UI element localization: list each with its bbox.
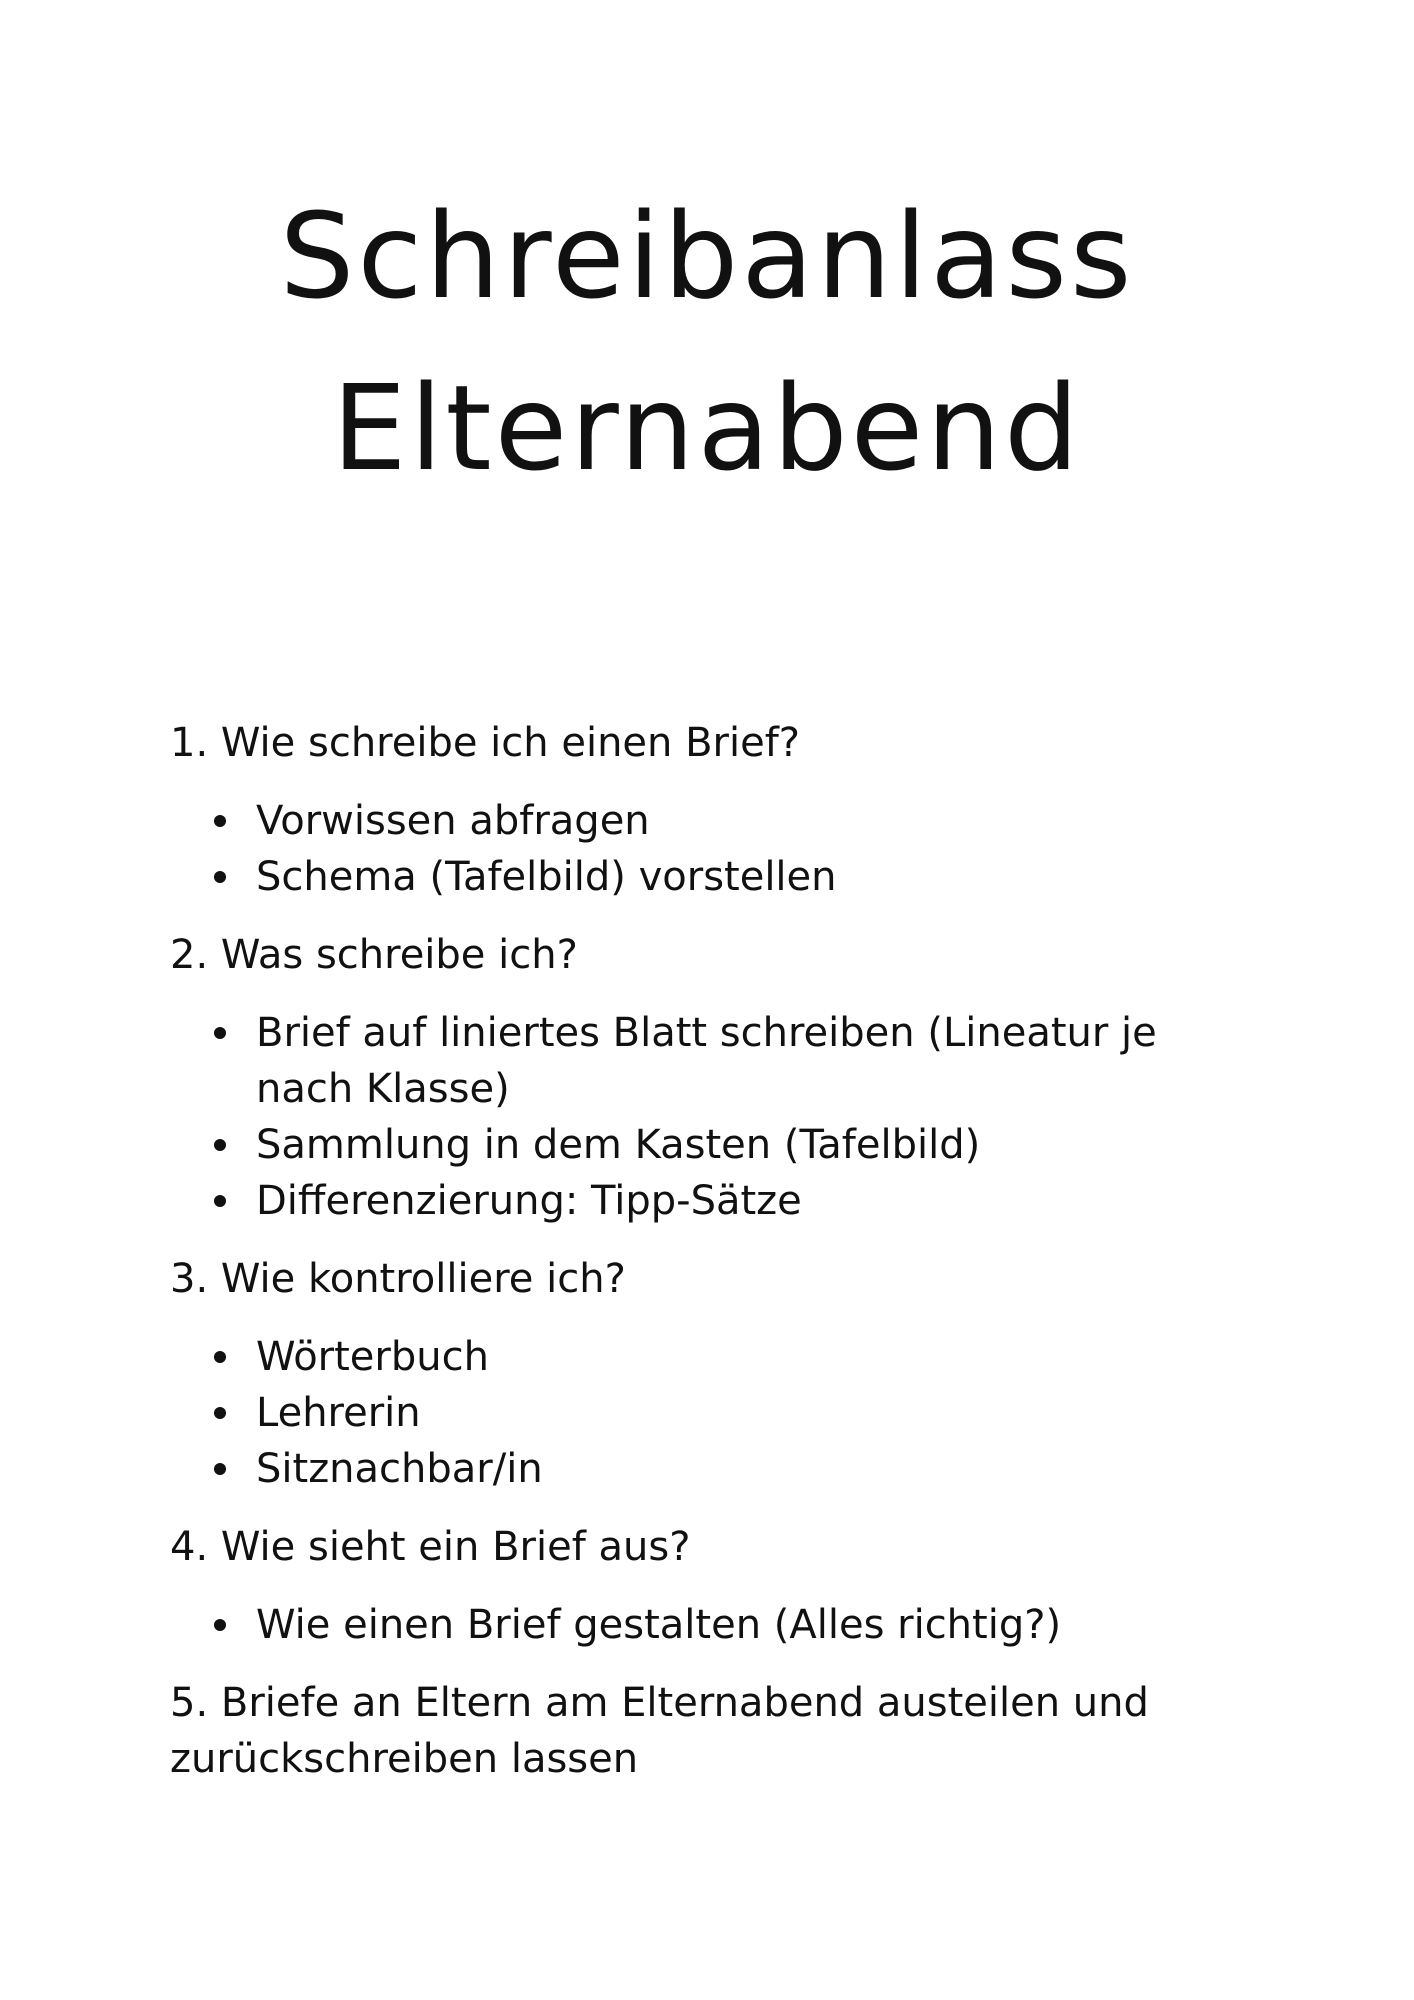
- steps-list: [170, 715, 1250, 1787]
- list-item-text: Wie einen Brief gestalten (Alles richtig?): [256, 1602, 1062, 1648]
- step-heading: 1. Wie schreibe ich einen Brief?: [170, 720, 801, 766]
- list-item: [170, 849, 1250, 905]
- step-heading: 4. Wie sieht ein Brief aus?: [170, 1524, 691, 1570]
- list-item-text: Differenzierung: Tipp-Sätze: [256, 1178, 802, 1224]
- page-title: [0, 170, 1414, 514]
- bullet-dot-icon: [214, 1407, 226, 1419]
- list-item: [170, 1173, 1250, 1229]
- bullet-dot-icon: [214, 1619, 226, 1631]
- step-4: [170, 1519, 1250, 1653]
- bullet-list: [170, 1005, 1250, 1229]
- list-item: [170, 793, 1250, 849]
- bullet-dot-icon: [214, 815, 226, 827]
- step-3: [170, 1251, 1250, 1497]
- bullet-dot-icon: [214, 1195, 226, 1207]
- step-heading: 5. Briefe an Eltern am Elternabend austeilen und zurückschreiben lassen: [170, 1680, 1149, 1782]
- list-item: [170, 1117, 1250, 1173]
- bullet-dot-icon: [214, 1139, 226, 1151]
- list-item-text: Brief auf liniertes Blatt schreiben (Lineatur je nach Klasse): [256, 1010, 1157, 1112]
- list-item: [170, 1329, 1250, 1385]
- list-item-text: Sitznachbar/in: [256, 1446, 543, 1492]
- list-item-text: Lehrerin: [256, 1390, 421, 1436]
- list-item: [170, 1597, 1250, 1653]
- step-5: [170, 1675, 1250, 1787]
- list-item-text: Vorwissen abfragen: [256, 798, 650, 844]
- bullet-list: [170, 1597, 1250, 1653]
- bullet-dot-icon: [214, 1027, 226, 1039]
- bullet-dot-icon: [214, 1351, 226, 1363]
- list-item: [170, 1385, 1250, 1441]
- step-1: [170, 715, 1250, 905]
- list-item-text: Sammlung in dem Kasten (Tafelbild): [256, 1122, 981, 1168]
- bullet-dot-icon: [214, 1463, 226, 1475]
- list-item-text: Wörterbuch: [256, 1334, 489, 1380]
- step-heading: 3. Wie kontrolliere ich?: [170, 1256, 626, 1302]
- list-item: [170, 1005, 1250, 1117]
- step-2: [170, 927, 1250, 1229]
- list-item-text: Schema (Tafelbild) vorstellen: [256, 854, 837, 900]
- bullet-list: [170, 1329, 1250, 1497]
- bullet-dot-icon: [214, 871, 226, 883]
- list-item: [170, 1441, 1250, 1497]
- title-line-2: Elternabend: [332, 359, 1082, 497]
- step-heading: 2. Was schreibe ich?: [170, 932, 578, 978]
- bullet-list: [170, 793, 1250, 905]
- title-line-1: Schreibanlass: [279, 187, 1135, 325]
